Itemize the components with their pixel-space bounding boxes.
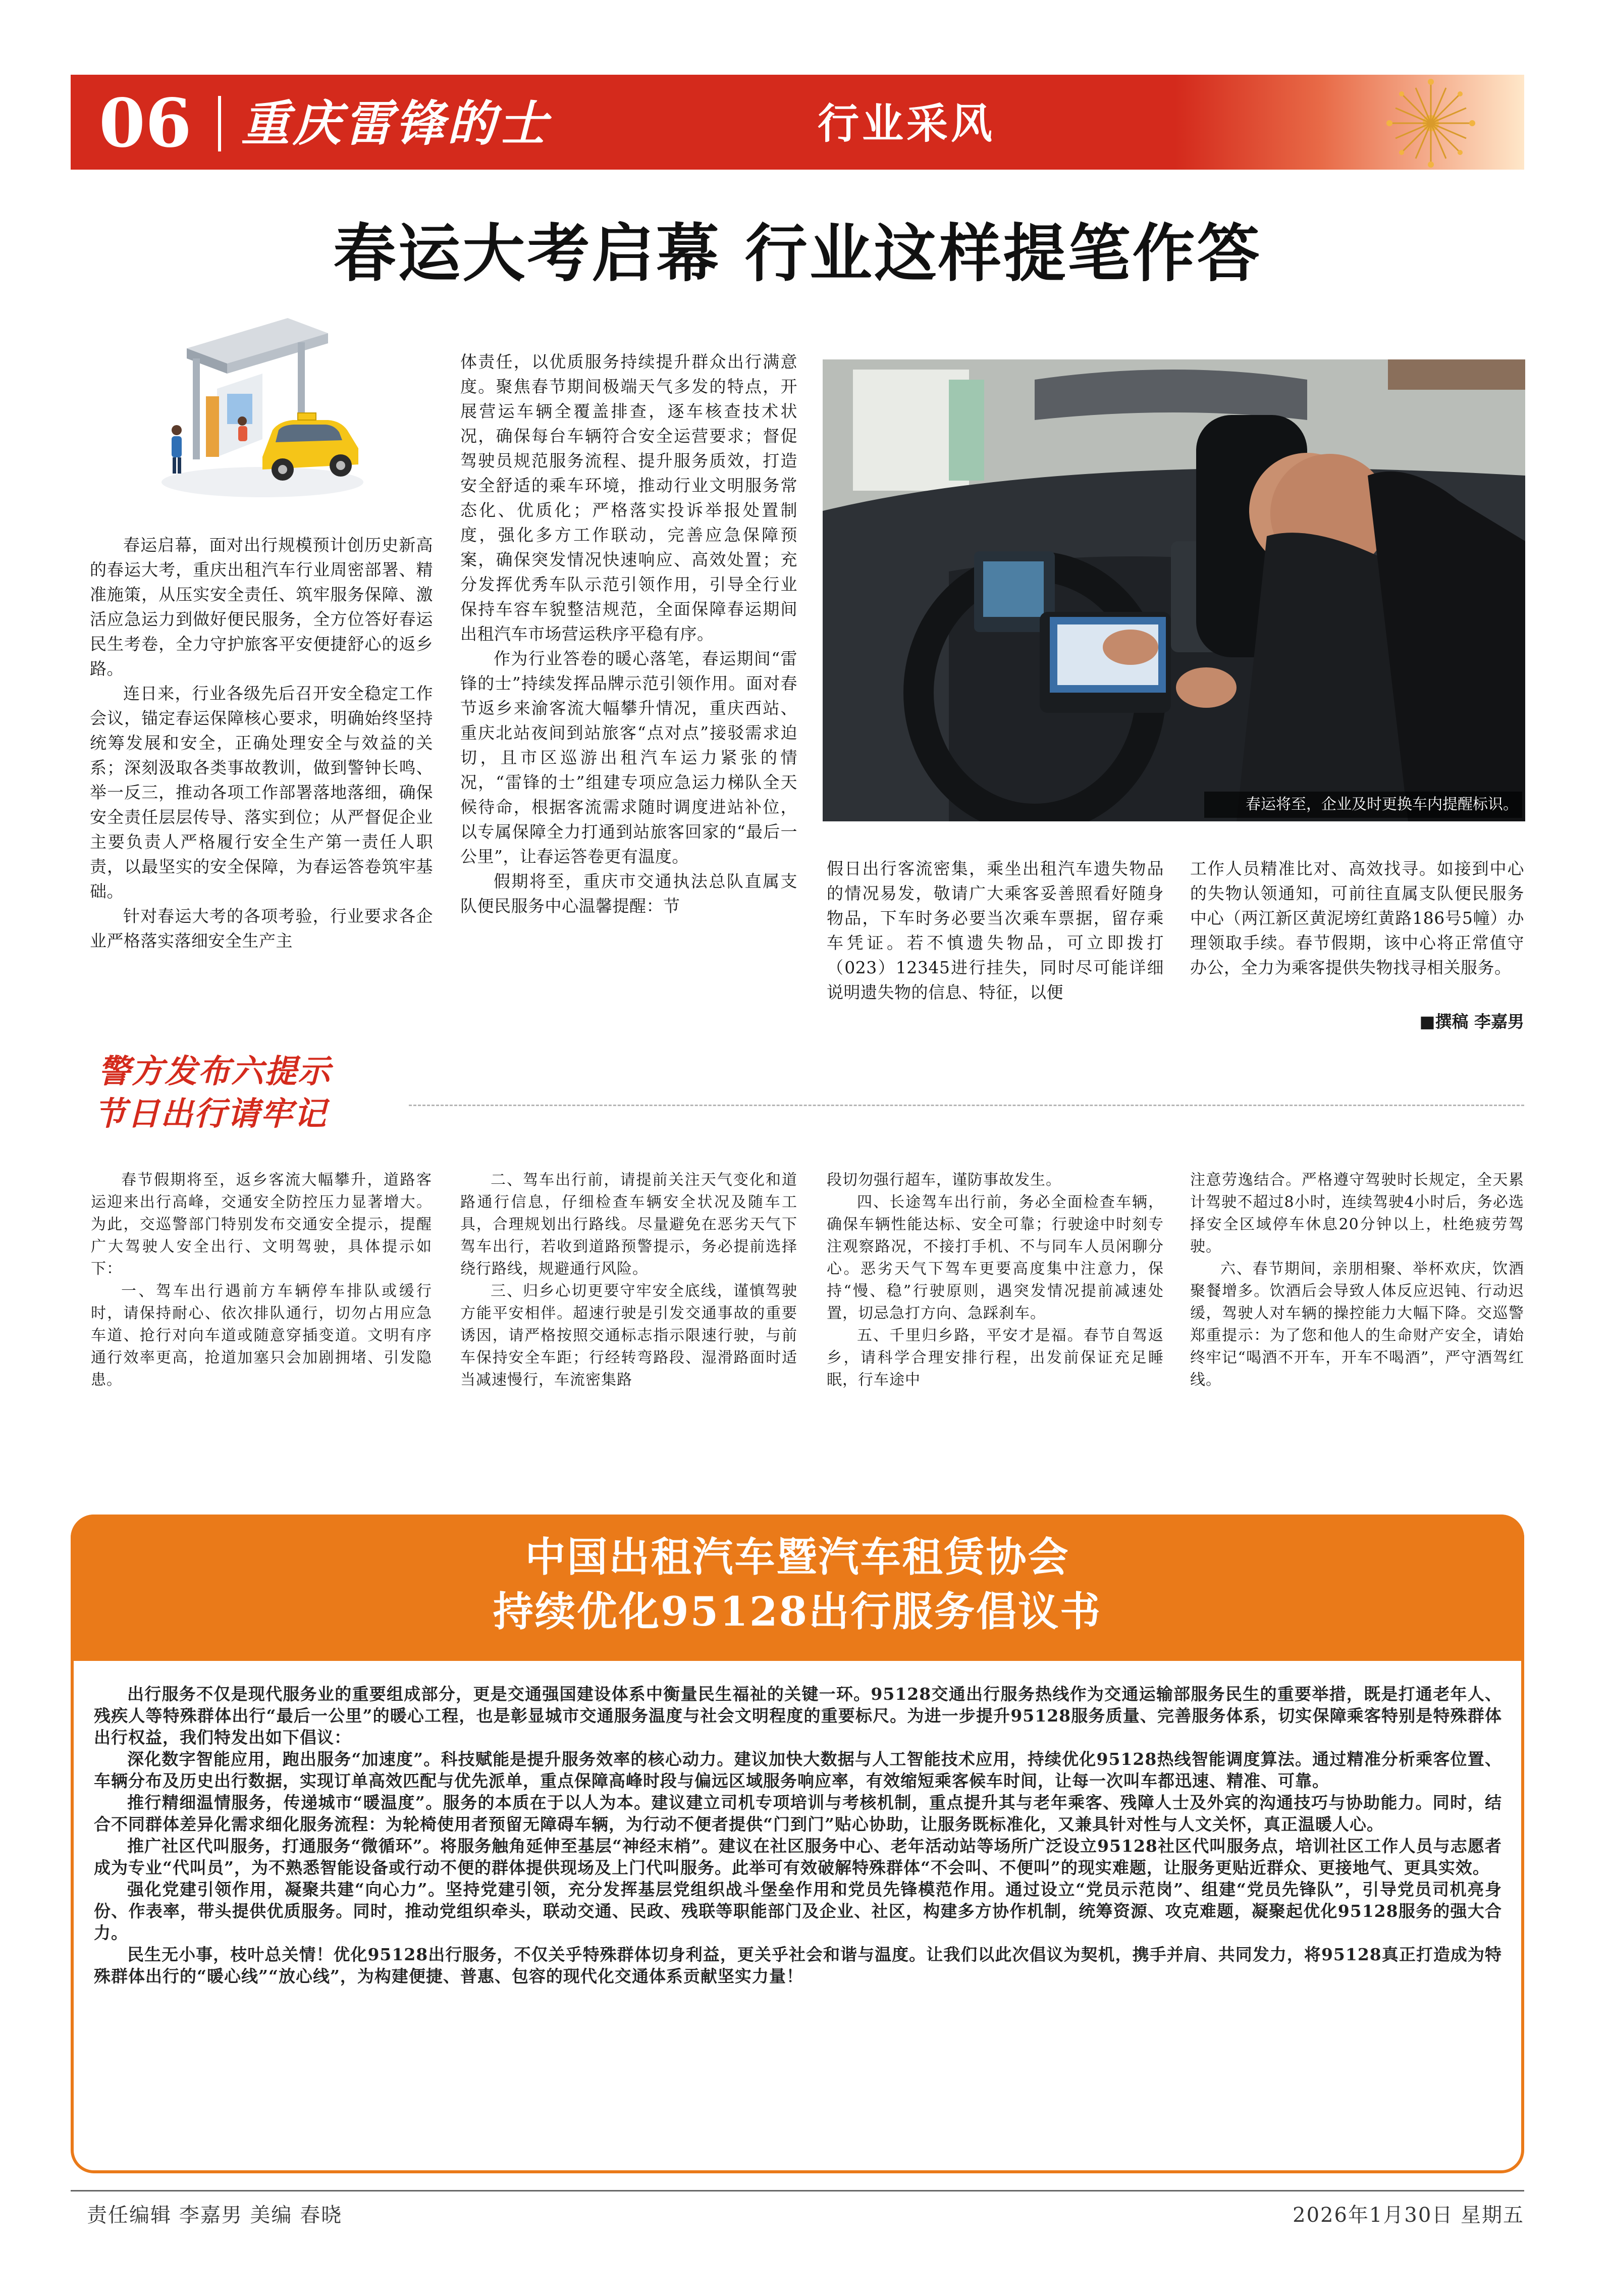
paragraph: 深化数字智能应用，跑出服务“加速度”。科技赋能是提升服务效率的核心动力。建议加快大数据与人工智能技术应用，持续优化95128热线智能调度算法。通过精准分析乘客位置、车辆分布及历史出行数据，实现订单高效匹配与优先派单，重点保障高峰时段与偏远区域服务响应率，有效缩短乘客候车时间，让每一次叫车都迅速、精准、可靠。 [94,1749,1502,1791]
paragraph: 出行服务不仅是现代服务业的重要组成部分，更是交通强国建设体系中衡量民生福祉的关键一环。95128交通出行服务热线作为交通运输部服务民生的重要举措，既是打通老年人、残疾人等特殊群体出行“最后一公里”的暖心工程，也是彰显城市交通服务温度与社会文明程度的重要标尺。为进一步提升95128服务质量、完善服务体系，切实保障乘客特别是特殊群体出行权益，我们特发出如下倡议： [94,1684,1502,1747]
firework-decoration-icon [1360,75,1476,170]
paragraph: 注意劳逸结合。严格遵守驾驶时长规定，全天累计驾驶不超过8小时，连续驾驶4小时后，务必选择安全区域停车休息20分钟以上，杜绝疲劳驾驶。 [1190,1171,1524,1256]
article2-column-3 [827,1169,1164,1391]
section-title: 行业采风 [818,99,996,148]
photo-caption: 春运将至，企业及时更换车内提醒标识。 [1204,792,1522,818]
masthead-logo: 重庆雷锋的士 [241,95,550,152]
paragraph: 段切勿强行超车，谨防事故发生。 [827,1171,1061,1189]
paragraph: 四、长途驾车出行前，务必全面检查车辆，确保车辆性能达标、安全可靠；行驶途中时刻专注观察路况，不接打手机、不与同车人员闲聊分心。恶劣天气下驾车更要高度集中注意力，保持“慢、稳”行驶原则，遇突发情况提前减速处置，切忌急打方向、急踩刹车。 [827,1193,1164,1322]
headline: 春运大考启幕 行业这样提笔作答 [333,217,1262,290]
paragraph: 针对春运大考的各项考验，行业要求各企业严格落实落细安全生产主 [90,906,433,951]
paragraph: 五、千里归乡路，平安才是福。春节自驾返乡，请科学合理安排行程，出发前保证充足睡眠，行车途中 [827,1327,1164,1389]
paragraph: 假期将至，重庆市交通执法总队直属支队便民服务中心温馨提醒：节 [460,871,797,916]
taxi-station-illustration [146,313,368,505]
paragraph: 体责任，以优质服务持续提升群众出行满意度。聚焦春节期间极端天气多发的特点，开展营运车辆全覆盖排查，逐车核查技术状况，确保每台车辆符合安全运营要求；督促驾驶员规范服务流程、提升服务质效，打造安全舒适的乘车环境，推动行业文明服务常态化、优质化；严格落实投诉举报处置制度，强化多方工作联动，完善应急保障预案，确保突发情况快速响应、高效处置；充分发挥优秀车队示范引领作用，引导全行业保持车容车貌整洁规范，全面保障春运期间出租汽车市场营运秩序平稳有序。 [460,352,797,644]
paragraph: 连日来，行业各级先后召开安全稳定工作会议，锚定春运保障核心要求，明确始终坚持统筹发展和安全，正确处理安全与效益的关系；深刻汲取各类事故教训，做到警钟长鸣、举一反三，推动各项工作部署落地落细，确保安全责任层层传导、落实到位；从严督促企业主要负责人严格履行安全生产第一责任人职责，以最坚实的安全保障，为春运答卷筑牢基础。 [90,684,433,901]
article2-title-line2: 节日出行请牢记 [94,1095,327,1133]
paragraph: 工作人员精准比对、高效找寻。如接到中心的失物认领通知，可前往直属支队便民服务中心（两江新区黄泥塝红黄路186号5幢）办理领取手续。春节假期，该中心将正常值守办公，全力为乘客提供失物找寻相关服务。 [1190,859,1524,977]
paragraph: 假日出行客流密集，乘坐出租汽车遗失物品的情况易发，敬请广大乘客妥善照看好随身物品，下车时务必要当次乘车票据，留存乘车凭证。若不慎遗失物品，可立即拨打（023）12345进行挂失，同时尽可能详细说明遗失物的信息、特征，以便 [827,859,1164,1002]
page-number: 06 [99,84,192,163]
article2-column-4 [1190,1169,1524,1391]
paragraph: 一、驾车出行遇前方车辆停车排队或缓行时，请保持耐心、依次排队通行，切勿占用应急车道、抢行对向车道或随意穿插变道。文明有序通行效率更高，抢道加塞只会加剧拥堵、引发隐患。 [91,1282,432,1389]
paragraph: 推行精细温情服务，传递城市“暖温度”。服务的本质在于以人为本。建议建立司机专项培训与考核机制，重点提升其与老年乘客、残障人士及外宾的沟通技巧与协助能力。同时，结合不同群体差异化需求细化服务流程：为轮椅使用者预留无障碍车辆，为行动不便者提供“门到门”贴心协助，让服务既标准化，又兼具针对性与人文关怀，真正温暖人心。 [94,1793,1502,1834]
paragraph: 三、归乡心切更要守牢安全底线，谨慎驾驶方能平安相伴。超速行驶是引发交通事故的重要诱因，请严格按照交通标志指示限速行驶，与前车保持安全车距；行经转弯路段、湿滑路面时适当减速慢行，车流密集路 [460,1282,797,1389]
article2-column-2 [460,1169,797,1391]
footer-rule [71,2190,1524,2191]
paragraph: 春运启幕，面对出行规模预计创历史新高的春运大考，重庆出租汽车行业周密部署、精准施策，从压实安全责任、筑牢服务保障、激活应急运力到做好便民服务，全方位答好春运民生考卷，全力守护旅客平安便捷舒心的返乡路。 [90,535,433,679]
footer-editor: 责任编辑 李嘉男 美编 春晓 [87,2204,343,2227]
paragraph: 民生无小事，枝叶总关情！优化95128出行服务，不仅关乎特殊群体切身利益，更关乎社会和谐与温度。让我们以此次倡议为契机，携手并肩、共同发力，将95128真正打造成为特殊群体出行的“暖心线”“放心线”，为构建便捷、普惠、包容的现代化交通体系贡献坚实力量！ [94,1945,1502,1986]
paragraph: 推广社区代叫服务，打通服务“微循环”。将服务触角延伸至基层“神经末梢”。建议在社区服务中心、老年活动站等场所广泛设立95128社区代叫服务点，培训社区工作人员与志愿者成为专业“代叫员”，为不熟悉智能设备或行动不便的群体提供现场及上门代叫服务。此举可有效破解特殊群体“不会叫、不便叫”的现实难题，让服务更贴近群众、更接地气、更具实效。 [94,1836,1502,1877]
article2-title-line1: 警方发布六提示 [98,1053,331,1090]
paragraph: 强化党建引领作用，凝聚共建“向心力”。坚持党建引领，充分发挥基层党组织战斗堡垒作用和党员先锋模范作用。通过设立“党员示范岗”、组建“党员先锋队”，引导党员司机亮身份、作表率，带头提供优质服务。同时，推动党组织牵头，联动交通、民政、残联等职能部门及企业、社区，构建多方协作机制，统筹资源、攻克难题，凝聚起优化95128服务的强大合力。 [94,1880,1502,1943]
article1-column-3 [827,856,1164,1005]
proposal-body [94,1683,1502,1987]
news-photo [823,359,1525,821]
paragraph: 春节假期将至，返乡客流大幅攀升，道路客运迎来出行高峰，交通安全防控压力显著增大。为此，交巡警部门特别发布交通安全提示，提醒广大驾驶人安全出行、文明驾驶，具体提示如下： [91,1171,432,1278]
article1-column-4 [1190,856,1524,980]
proposal-title-line2: 持续优化95128出行服务倡议书 [493,1588,1102,1635]
article1-column-2 [460,349,797,918]
article1-column-1 [90,533,433,953]
footer-date: 2026年1月30日 星期五 [1293,2204,1524,2227]
article2-column-1 [91,1169,432,1391]
paragraph: 二、驾车出行前，请提前关注天气变化和道路通行信息，仔细检查车辆安全状况及随车工具，合理规划出行路线。尽量避免在恶劣天气下驾车出行，若收到道路预警提示，务必提前选择绕行路线，规避通行风险。 [460,1171,797,1278]
proposal-title-line1: 中国出租汽车暨汽车租赁协会 [525,1533,1070,1581]
dashed-divider [409,1105,1524,1106]
byline: ■撰稿 李嘉男 [1419,1012,1524,1031]
header-divider [218,96,221,151]
paragraph: 作为行业答卷的暖心落笔，春运期间“雷锋的士”持续发挥品牌示范引领作用。面对春节返乡来渝客流大幅攀升情况，重庆西站、重庆北站夜间到站旅客“点对点”接驳需求迫切，且市区巡游出租汽车运力紧张的情况，“雷锋的士”组建专项应急运力梯队全天候待命，根据客流需求随时调度进站补位，以专属保障全力打通到站旅客回家的“最后一公里”，让春运答卷更有温度。 [460,649,797,866]
paragraph: 六、春节期间，亲朋相聚、举杯欢庆，饮酒聚餐增多。饮酒后会导致人体反应迟钝、行动迟缓，驾驶人对车辆的操控能力大幅下降。交巡警郑重提示：为了您和他人的生命财产安全，请始终牢记“喝酒不开车，开车不喝酒”，严守酒驾红线。 [1190,1260,1524,1389]
